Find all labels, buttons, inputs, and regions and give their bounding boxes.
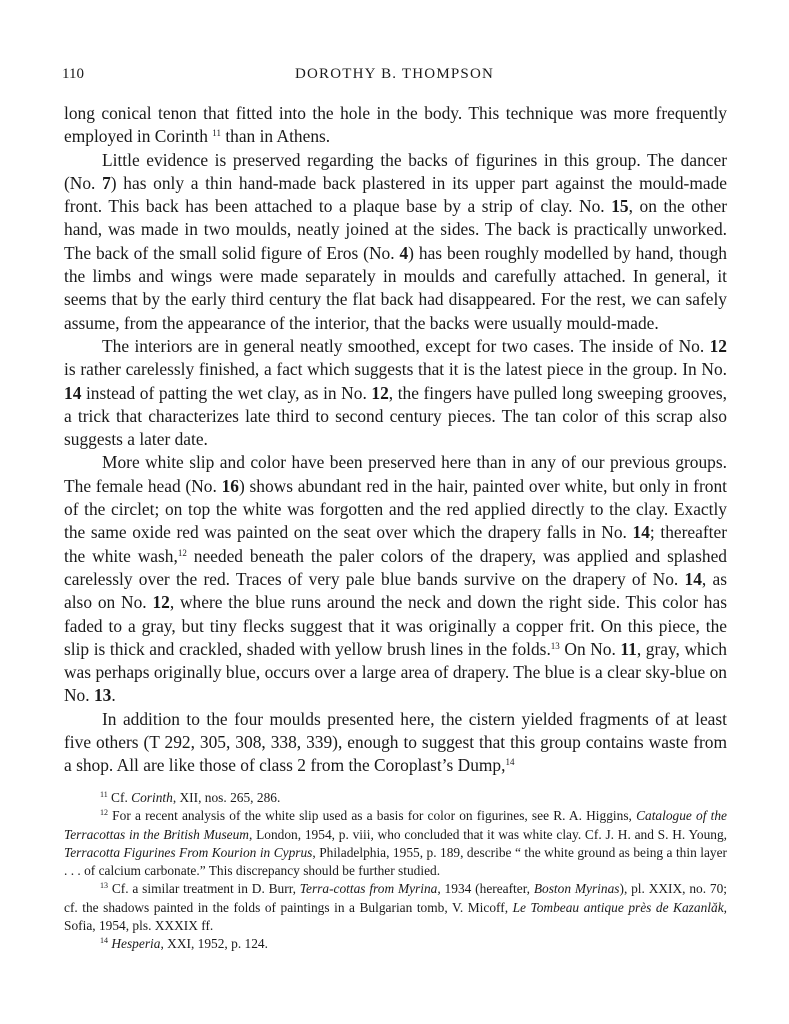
text-run: Cf. bbox=[107, 790, 132, 805]
footnote bbox=[64, 807, 727, 880]
text-run: needed beneath the paler colors of the drapery, was applied and splashed carelessly over the red. Traces of very pale blue bands survive on the drapery of No. bbox=[64, 545, 728, 589]
item-number: 12 bbox=[709, 335, 727, 356]
item-number: 7 bbox=[102, 172, 111, 193]
text-run: is rather carelessly finished, a fact which suggests that it is the latest piece in the group. In No. bbox=[64, 359, 727, 380]
text-run: In addition to the four moulds presented here, the cistern yielded fragments of at least five others (T 292, 305, 308, 338, 339), enough to suggest that this group contains waste from a shop. All are like those of class 2 from the Coroplast’s Dump, bbox=[64, 708, 727, 776]
item-number: 12 bbox=[152, 592, 170, 613]
text-run: The interiors are in general neatly smoothed, except for two cases. The inside of No. bbox=[102, 335, 710, 356]
text-run: , gray, which was perhaps originally blue, occurs over a large area of drapery. The blue is a clear sky-blue on No. bbox=[64, 638, 727, 706]
footnote bbox=[64, 935, 727, 953]
text-run: Little evidence is preserved regarding the backs of figurines in this group. The dancer (No. bbox=[64, 149, 727, 193]
text-run: instead of patting the wet clay, as in No. bbox=[81, 382, 372, 403]
text-run: . bbox=[111, 685, 116, 706]
text-run: , Sofia, 1954, pls. XXXIX ff. bbox=[64, 899, 727, 934]
footnote-marker: 11 bbox=[100, 790, 108, 799]
item-number: 14 bbox=[684, 568, 702, 589]
footnote-marker: 13 bbox=[550, 640, 560, 651]
text-run: ), pl. XXIX, no. 70; cf. the shadows painted in the folds of paintings in a Bulgarian tomb, V. Micoff, bbox=[64, 881, 728, 915]
citation-title: Boston Myrinas bbox=[533, 881, 620, 897]
text-run: long conical tenon that fitted into the hole in the body. This technique was more frequently employed in Corinth bbox=[64, 103, 727, 147]
item-number: 14 bbox=[64, 382, 82, 403]
footnote-marker: 14 bbox=[100, 936, 108, 946]
paragraph bbox=[64, 102, 727, 149]
footnote-marker: 11 bbox=[212, 128, 221, 139]
paragraph bbox=[64, 708, 727, 778]
item-number: 11 bbox=[620, 638, 637, 659]
item-number: 4 bbox=[399, 242, 409, 263]
item-number: 16 bbox=[221, 475, 239, 496]
body-text bbox=[64, 102, 727, 778]
text-run: ) has been roughly modelled by hand, though the limbs and wings were made separately in moulds and carefully attached. In general, it seems that by the early third century the flat back had disappeared. For the rest, we can safely assume, from the appearance of the interior, that the backs were usually mould-made. bbox=[64, 242, 727, 333]
page-number: 110 bbox=[62, 66, 84, 82]
text-run: On No. bbox=[559, 638, 621, 659]
footnote bbox=[64, 789, 727, 807]
text-run: More white slip and color have been preserved here than in any of our previous groups. The female head (No. bbox=[64, 452, 727, 496]
text-run: , where the blue runs around the neck and down the right side. This color has faded to a gray, but tiny flecks suggest that it was originally a copper frit. On this piece, the slip is thick and crackled, shaded with yellow brush lines in the folds. bbox=[64, 592, 727, 659]
text-run: ) has only a thin hand-made back plastered in its upper part against the mould-made front. This back has been attached to a plaque base by a strip of clay. No. bbox=[64, 172, 727, 217]
text-run: ; thereafter the white wash, bbox=[64, 522, 727, 566]
footnotes bbox=[64, 789, 727, 954]
citation-title: Le Tombeau antique près de Kazanlăk bbox=[512, 899, 724, 915]
text-run: , the fingers have pulled long sweeping grooves, a trick that characterizes late third to second century pieces. The tan color of this scrap also suggests a later date. bbox=[64, 382, 727, 450]
text-run: , XXI, 1952, p. 124. bbox=[160, 936, 268, 952]
text-run: , as also on No. bbox=[64, 568, 727, 613]
item-number: 12 bbox=[371, 382, 389, 403]
text-run: than in Athens. bbox=[220, 126, 331, 147]
item-number: 13 bbox=[93, 685, 112, 706]
paragraph bbox=[64, 451, 727, 707]
item-number: 14 bbox=[632, 522, 650, 543]
paragraph bbox=[64, 335, 727, 451]
text-run: , London, 1954, p. viii, who concluded that it was white clay. Cf. J. H. and S. H. Young, bbox=[248, 826, 727, 842]
text-run: , 1934 (hereafter, bbox=[437, 881, 534, 897]
citation-title: Terra-cottas from Myrina bbox=[299, 881, 438, 897]
running-head: DOROTHY B. THOMPSON bbox=[294, 66, 495, 82]
text-run: ) shows abundant red in the hair, painted over white, but only in front of the circlet; on top the white was forgotten and the red applied directly to the clay. Exactly the same oxide red was painted on the seat over which the drapery falls in No. bbox=[64, 475, 727, 543]
footnote-marker: 13 bbox=[100, 881, 108, 891]
text-run: , Philadelphia, 1955, p. 189, describe “ the white ground as being a thin layer . . . of calcium carbonate.” This discrepancy should be further studied. bbox=[64, 844, 727, 879]
citation-title: Terracotta Figurines From Kourion in Cyprus bbox=[64, 844, 313, 860]
page-header bbox=[62, 66, 727, 86]
text-run: For a recent analysis of the white slip used as a basis for color on figurines, see R. A. Higgins, bbox=[108, 808, 637, 824]
citation-title: Corinth bbox=[131, 790, 173, 805]
footnote-marker: 12 bbox=[100, 808, 108, 818]
paragraph bbox=[64, 149, 727, 335]
citation-title: Catalogue of the Terracottas in the British Museum bbox=[64, 808, 728, 842]
text-run: , on the other hand, was made in two moulds, neatly joined at the sides. The back is practically unworked. The back of the small solid figure of Eros (No. bbox=[64, 196, 727, 263]
footnote bbox=[64, 880, 727, 935]
footnote-marker: 12 bbox=[177, 547, 187, 558]
footnote-marker: 14 bbox=[505, 757, 515, 768]
citation-title: Hesperia bbox=[111, 936, 161, 952]
text-run: Cf. a similar treatment in D. Burr, bbox=[108, 881, 300, 897]
text-run: , XII, nos. 265, 286. bbox=[172, 790, 281, 805]
item-number: 15 bbox=[611, 196, 629, 217]
